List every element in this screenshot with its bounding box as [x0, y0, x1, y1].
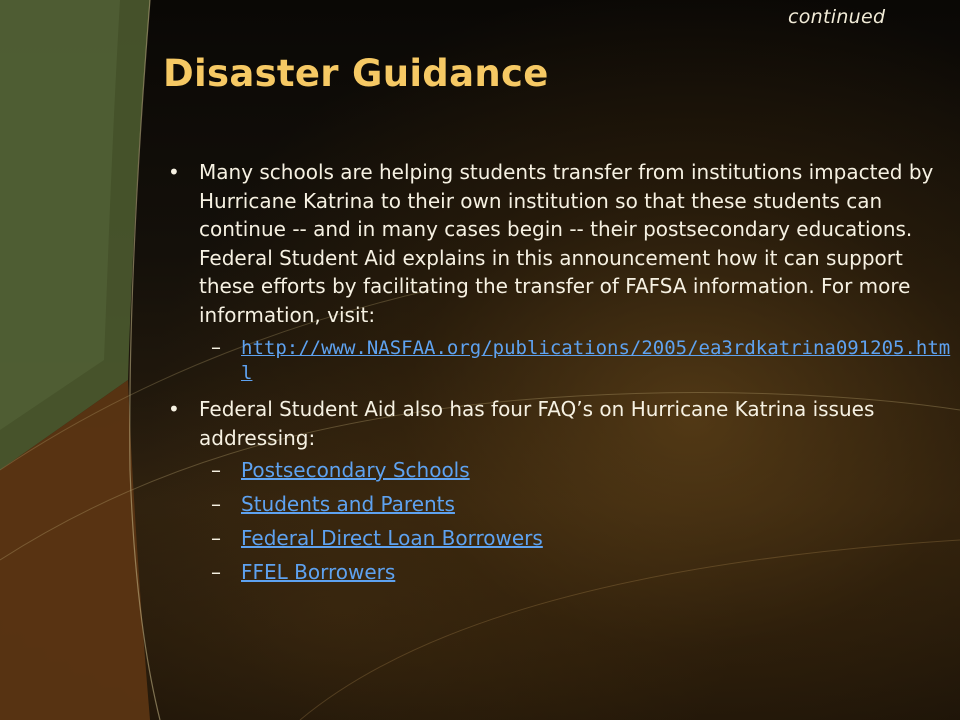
slide-title: Disaster Guidance	[163, 52, 549, 95]
sub-item-nasfaa-link	[166, 335, 956, 385]
bullet-icon: •	[168, 397, 180, 421]
slide-content	[166, 158, 956, 594]
dash-icon: –	[211, 458, 221, 482]
sub-item-ffel-borrowers	[166, 560, 956, 584]
dash-icon: –	[211, 492, 221, 516]
bullet-item-faqs	[166, 395, 956, 452]
students-and-parents-link[interactable]: Students and Parents	[241, 492, 455, 516]
bullet-item-schools	[166, 158, 956, 329]
sub-item-students-and-parents	[166, 492, 956, 516]
bullet-text: Federal Student Aid also has four FAQ’s on Hurricane Katrina issues addressing:	[199, 397, 875, 450]
bullet-text: Many schools are helping students transfer from institutions impacted by Hurricane Katrina to their own institution so that these students can continue -- and in many cases begin -- their postsecondary educations. Federal Student Aid explains in this announcement how it can support these efforts by facilitating the transfer of FAFSA information. For more information, visit:	[199, 160, 934, 327]
sub-item-postsecondary-schools	[166, 458, 956, 482]
continued-label: continued	[788, 6, 886, 28]
bullet-icon: •	[168, 160, 180, 184]
dash-icon: –	[211, 560, 221, 584]
nasfaa-link[interactable]: http://www.NASFAA.org/publications/2005/ea3rdkatrina091205.html	[241, 337, 951, 384]
ffel-borrowers-link[interactable]: FFEL Borrowers	[241, 560, 396, 584]
direct-loan-borrowers-link[interactable]: Federal Direct Loan Borrowers	[241, 526, 543, 550]
postsecondary-schools-link[interactable]: Postsecondary Schools	[241, 458, 470, 482]
dash-icon: –	[211, 526, 221, 550]
sub-item-direct-loan-borrowers	[166, 526, 956, 550]
dash-icon: –	[211, 335, 221, 359]
